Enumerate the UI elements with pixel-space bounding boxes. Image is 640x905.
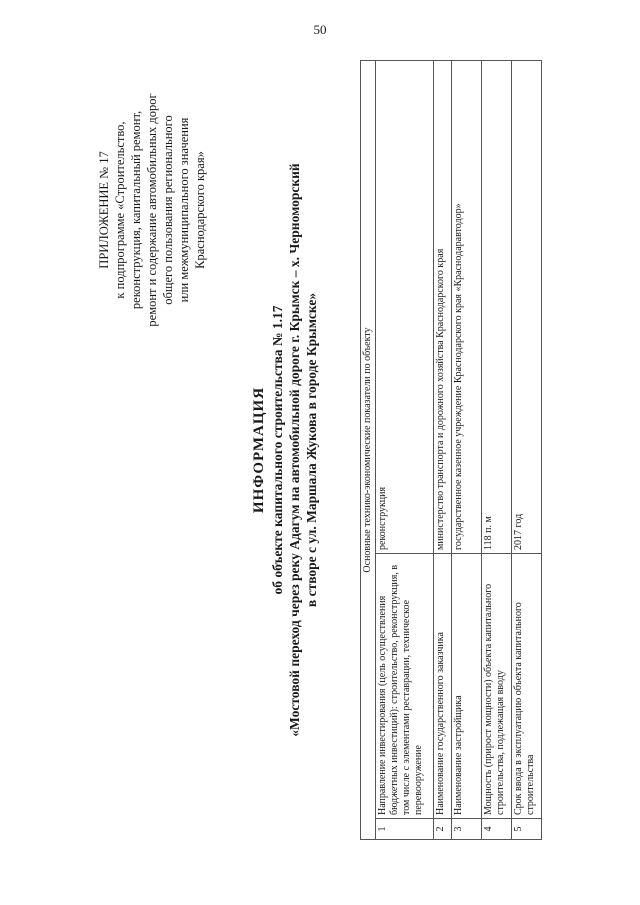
- row-name: Наименование застройщика: [452, 554, 482, 819]
- row-name: Мощность (прирост мощности) объекта капитального строительства, подлежащая вводу: [482, 554, 512, 819]
- row-number: 3: [452, 819, 482, 840]
- appendix-line: общего пользования регионального: [161, 115, 175, 305]
- document-heading: [250, 70, 320, 830]
- page-number: 50: [313, 22, 327, 37]
- row-value: реконструкция: [376, 61, 434, 554]
- appendix-line: к подпрограмме «Строительство,: [113, 121, 127, 299]
- table-row: [434, 61, 452, 840]
- appendix-line: ремонт и содержание автомобильных дорог: [145, 93, 159, 327]
- rotated-document-body: [60, 30, 620, 870]
- row-name: Срок ввода в эксплуатацию объекта капитального строительства: [512, 554, 542, 819]
- table-row: [482, 61, 512, 840]
- table-header-row: [361, 61, 376, 840]
- row-value: государственное казенное учреждение Краснодарского края «Краснодаравтодор»: [452, 61, 482, 554]
- row-name: Наименование государственного заказчика: [434, 554, 452, 819]
- row-value: министерство транспорта и дорожного хозяйства Краснодарского края: [434, 61, 452, 554]
- table-row: [512, 61, 542, 840]
- row-number: 5: [512, 819, 542, 840]
- appendix-line: реконструкция, капитальный ремонт,: [129, 110, 143, 310]
- table-row: [452, 61, 482, 840]
- row-value: 118 п. м: [482, 61, 512, 554]
- row-number: 1: [376, 819, 434, 840]
- appendix-title: ПРИЛОЖЕНИЕ № 17: [97, 151, 111, 269]
- row-number: 4: [482, 819, 512, 840]
- table-header: Основные технико-экономические показатели по объекту: [361, 61, 376, 840]
- row-value: 2017 год: [512, 61, 542, 554]
- object-name-line2: в створе с ул. Маршала Жукова в городе Крымске»: [304, 292, 319, 608]
- row-number: 2: [434, 819, 452, 840]
- appendix-block: [96, 50, 208, 370]
- object-name-line1: «Мостовой переход через реку Адагум на автомобильной дороге г. Крымск – х. Черноморский: [287, 163, 302, 737]
- document-title: ИНФОРМАЦИЯ: [251, 386, 267, 514]
- row-name: Направление инвестирования (цель осуществления бюджетных инвестиций): строительство, реконструкция, в том числе с элементами реставрации, техническое перевооружение: [376, 554, 434, 819]
- table-row: [376, 61, 434, 840]
- appendix-line: или межмуниципального значения: [177, 117, 191, 303]
- document-subtitle: об объекте капитального строительства № 1.17: [270, 305, 285, 595]
- indicators-table: [360, 60, 542, 840]
- appendix-line: Краснодарского края»: [193, 151, 207, 269]
